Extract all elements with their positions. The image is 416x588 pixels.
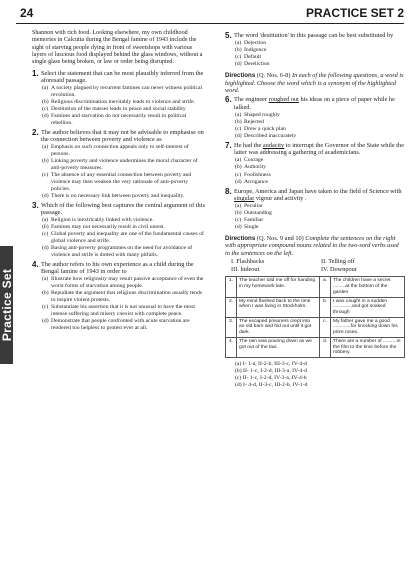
option-letter: (d) [235, 224, 242, 231]
header-rule [16, 23, 404, 24]
option [41, 113, 206, 127]
option-text: Famines may not necessarily result in civil unrest. [51, 224, 166, 231]
option-text: Global poverty and inequality are one of the fundamental causes of global violence and strife. [51, 231, 204, 244]
right-column [225, 30, 405, 389]
option-letter: (b) [42, 289, 49, 296]
option-text: Substantiate his assertion that it is not unusual to have the most intense suffering and misery coexist with complete peace. [51, 303, 195, 317]
stem-part: vigour and activity . [254, 194, 307, 202]
option-text: Famines and starvation do not necessarily result in political rebellion. [51, 113, 187, 127]
option-text: Religious discrimination inevitably leads to violence and strife. [51, 98, 196, 105]
compound-noun: IV. Downpour [321, 265, 357, 273]
directions-range: (Q. Nos. 6-8) [256, 72, 291, 80]
side-tab-label: Practice Set [0, 268, 14, 342]
option [41, 276, 206, 290]
option-letter: (a) [42, 216, 49, 223]
row-number: 3. [226, 317, 237, 337]
directions-text: In each of the following questions, a word is highlighted. Choose the word which is a synonym of the highlighted word. [225, 72, 404, 94]
stem-part: Europe, America and Japan have taken to the field of Science with [234, 187, 402, 195]
directions-lead: Directions [225, 72, 256, 80]
option [234, 157, 405, 164]
question-number: 5. [225, 31, 232, 40]
option-text: Described inaccurately [244, 133, 297, 140]
compound-noun: I. Flashbacks [231, 258, 265, 266]
option [234, 119, 405, 126]
stem-part: He had the [234, 141, 263, 149]
options [234, 157, 405, 185]
question-stem [234, 188, 405, 203]
row-letter: b. [320, 297, 331, 317]
option-letter: (a) [235, 157, 242, 164]
option-text: Emphasis on such connection appeals only to self-interest of persons. [51, 144, 189, 157]
option-letter: (d) [42, 245, 49, 252]
option [41, 193, 206, 200]
option-letter: (b) [42, 224, 49, 231]
option-text: Arrogance [244, 178, 268, 185]
question-number: 2. [32, 127, 39, 137]
option-letter: (b) [235, 46, 242, 53]
option [41, 99, 206, 106]
option-text: Authority [244, 164, 267, 171]
option-text: Foolishness [244, 171, 271, 178]
option-text: Single [244, 224, 259, 231]
option-letter: (c) [42, 231, 49, 238]
question-stem: The author believes that it may not be advisable to emphasise on the connection between poverty and violence as [41, 128, 204, 144]
left-column [32, 30, 206, 332]
question-list-left [32, 70, 206, 332]
option [41, 290, 206, 304]
question-1 [32, 70, 206, 127]
option [41, 85, 206, 99]
question-3 [32, 202, 206, 259]
highlighted-word: singular [234, 194, 255, 202]
option-text: Religion is inextricably linked with violence. [51, 216, 154, 223]
option [41, 217, 206, 224]
option-text: Demonstrate that people confronted with acute starvation are rendered too helpless to protest ever at all. [51, 317, 190, 331]
compound-noun-list [225, 258, 405, 273]
question-6 [225, 96, 405, 140]
option-text: Rejected [244, 118, 264, 125]
question-stem: Which of the following best captures the central argument of this passage. [41, 201, 205, 217]
option-letter: (d) [42, 192, 49, 199]
option-letter: (b) [42, 158, 49, 165]
option [234, 47, 405, 54]
row-letter: a. [320, 277, 331, 297]
option [234, 203, 405, 210]
option-letter: (a) [235, 111, 242, 118]
row-letter: d. [320, 337, 331, 357]
option-text: There is no necessary link between poverty and inequality. [51, 192, 185, 199]
option [234, 179, 405, 186]
question-stem [234, 142, 405, 157]
answer-option: (b) II- 1-c, I-2-d, III-3-a, IV-4-d [235, 368, 308, 375]
answer-choices [225, 361, 405, 389]
question-number: 8. [225, 186, 232, 196]
option-text: Shaped roughly [244, 111, 280, 118]
answer-option: (c) II- 1-c, I-2-d, IV-3-a, IV-4-b [235, 375, 307, 382]
option [234, 164, 405, 171]
option [41, 231, 206, 245]
directions-text: Complete the sentences on the right with appropriate compound nouns related to the two-sord verbs used in the sentences on the left. [225, 235, 399, 257]
options [234, 112, 405, 140]
option-letter: (d) [235, 178, 242, 185]
option [234, 172, 405, 179]
left-sentence: The escaped prisoners crept into an old barn and hid out until it got dark. [237, 317, 320, 337]
option-text: Default [244, 54, 262, 61]
table-row [226, 277, 405, 297]
option-letter: (b) [235, 209, 242, 216]
option-text: Repudiate the argument that religious discrimination usually tends to inspire violent protests. [51, 289, 203, 303]
option [234, 224, 405, 231]
option [234, 133, 405, 140]
option-letter: (c) [235, 125, 242, 132]
left-sentence: My mind flashed back to the time when I was living in Stockholm. [237, 297, 320, 317]
question-stem: The author refers to his own experience as a child during the Bengal famine of 1943 in order to [41, 260, 194, 276]
highlighted-word: audacity [262, 141, 285, 149]
question-4 [32, 261, 206, 332]
option-text: Basing anti-poverty programmes on the need for avoidance of violence and strife is dotted with many pitfalls. [51, 245, 193, 258]
option-letter: (d) [235, 133, 242, 140]
page-header [16, 6, 404, 24]
option-text: Courage [244, 157, 264, 164]
question-number: 7. [225, 140, 232, 150]
question-stem [234, 96, 405, 111]
question-7 [225, 142, 405, 186]
directions-compound-nouns [225, 235, 405, 257]
stem-part: The engineer [234, 96, 269, 104]
option-text: Drew a quick plan [244, 125, 286, 132]
stem-part: his ideas on a piece of paper while he talked. [234, 96, 395, 111]
option-text: Illustrate how religiosity may result passive acceptance of even the worst forms of starvation among people. [51, 275, 204, 289]
right-sentence: My father gave me a good .............for knocking down his prize roses. [331, 317, 405, 337]
option-text: Outstanding [244, 209, 272, 216]
option [234, 210, 405, 217]
left-sentence: The teacher told me off for handing in my homework late. [237, 277, 320, 297]
option-text: Familiar [244, 217, 264, 224]
options [234, 203, 405, 231]
option-letter: (b) [235, 164, 242, 171]
option [234, 61, 405, 68]
row-number: 4. [226, 337, 237, 357]
options [234, 40, 405, 68]
option-text: Peculiar [244, 202, 263, 209]
option-letter: (c) [235, 217, 242, 224]
answer-option: (a) I- 1-a, II-2-b, III-3-c, IV-4-d [235, 360, 307, 367]
directions-synonyms [225, 72, 405, 94]
option [234, 217, 405, 224]
option-text: Linking poverty and violence undermines the moral character of anti-poverty measures. [51, 158, 198, 171]
directions-lead: Directions [225, 235, 256, 243]
option-letter: (d) [235, 61, 242, 68]
question-stem: Select the statement that can be most plausibly inferred from the aforesaid passage. [41, 69, 204, 85]
question-stem: The word 'destitution' in this passage can be best substituted by [234, 32, 394, 39]
option [41, 245, 206, 259]
highlighted-word: roughed out [268, 96, 299, 104]
option-letter: (a) [235, 202, 242, 209]
compound-noun: III. hideout [231, 265, 260, 273]
row-number: 1. [226, 277, 237, 297]
option-text: Destitution of the masses leads to peace and social stability [51, 106, 186, 113]
option-letter: (a) [42, 144, 49, 151]
page-number: 24 [20, 6, 34, 20]
question-8 [225, 188, 405, 232]
option [41, 172, 206, 192]
option [234, 112, 405, 119]
option [41, 106, 206, 113]
option [41, 144, 206, 158]
question-number: 6. [225, 95, 232, 105]
option-letter: (c) [42, 106, 49, 113]
passage-text: Shannon with rich food. Looking elsewhere, my own childhood memories in Calcutta during the Bengal famine of 1943 include the sight of starving people dying in front of sweetshops with various layers of luscious food displayed behind the glass windows, without a single glass being broken, or law or order being disrupted. [32, 30, 203, 66]
option-letter: (a) [42, 84, 49, 91]
question-number: 1. [32, 68, 39, 78]
option-letter: (b) [42, 98, 49, 105]
option-text: The absence of any essential connection between poverty and violence may then weaken the very rationale of anti-poverty policies. [51, 172, 192, 192]
option-text: A society plagued by recurrent famines can never witness political revolution. [51, 84, 203, 98]
compound-noun: II. Telling off [321, 258, 355, 266]
option-letter: (d) [42, 317, 49, 324]
option [41, 158, 206, 172]
option-text: Indigence [244, 46, 267, 53]
side-tab [0, 246, 13, 364]
question-5 [225, 32, 405, 68]
practice-set-title: PRACTICE SET 2 [305, 6, 404, 20]
option-letter: (c) [235, 54, 242, 61]
question-2 [32, 129, 206, 200]
option-text: Dejection [244, 39, 267, 46]
option [234, 40, 405, 47]
right-sentence: I was caught in a sudden ..............and got soaked through [331, 297, 405, 317]
left-sentence: The rain was pouring down as we got out of the taxi. [237, 337, 320, 357]
option-letter: (c) [235, 171, 242, 178]
right-sentence: There are a number of ..........in the film to the time before the robbery. [331, 337, 405, 357]
option [234, 54, 405, 61]
table-row [226, 337, 405, 357]
table-row [226, 317, 405, 337]
stem-part: to interrupt the Governor of the State while the latter was addressing a gathering of academicians. [234, 141, 404, 157]
option-letter: (a) [235, 39, 242, 46]
option-letter: (d) [42, 113, 49, 120]
row-letter: c. [320, 317, 331, 337]
option [41, 224, 206, 231]
option-letter: (c) [42, 172, 49, 179]
option-letter: (a) [42, 275, 49, 282]
matching-table [225, 276, 405, 357]
option [41, 304, 206, 318]
option-letter: (b) [235, 118, 242, 125]
answer-option: (d) I- 4-d, II-3-c, III-2-b, IV-1-d [235, 382, 308, 389]
question-number: 3. [32, 200, 39, 210]
option [41, 318, 206, 332]
row-number: 2. [226, 297, 237, 317]
option-letter: (c) [42, 303, 49, 310]
table-row [226, 297, 405, 317]
right-sentence: The children have a secret .........at the bottom of the garden [331, 277, 405, 297]
option [234, 126, 405, 133]
option-text: Dereliction [244, 61, 270, 68]
question-number: 4. [32, 259, 39, 269]
directions-range: (Q. Nos. 9 and 10) [256, 235, 304, 243]
